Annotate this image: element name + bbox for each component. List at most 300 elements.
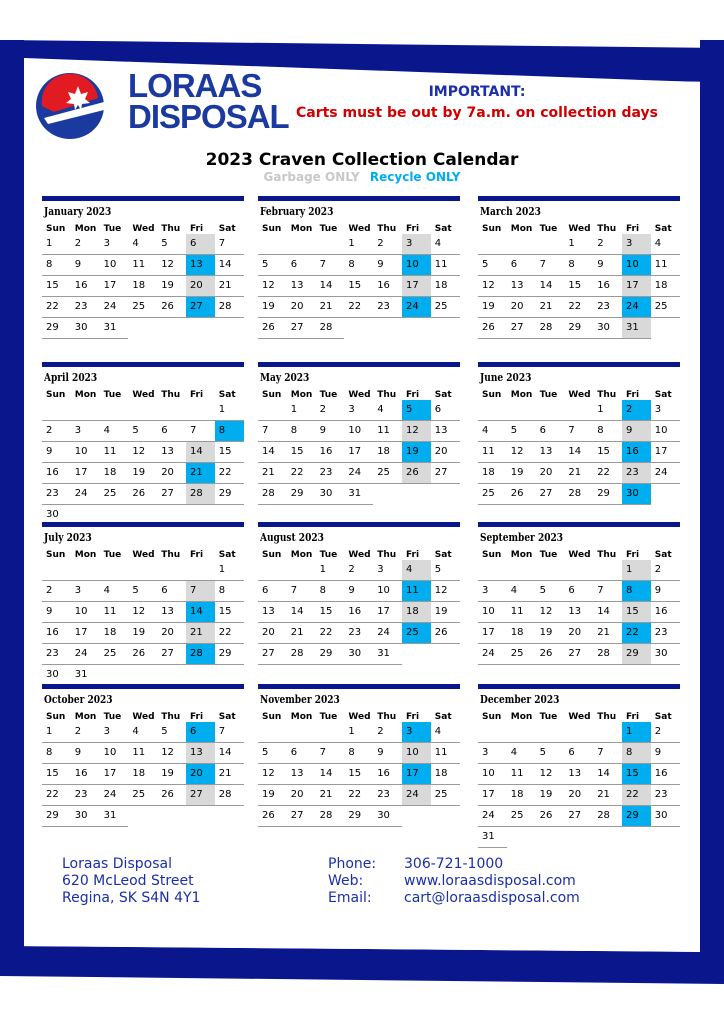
- day-cell: 15: [348, 280, 362, 291]
- week-row: [42, 581, 244, 602]
- day-cell: 9: [654, 747, 662, 758]
- day-cell: 18: [103, 467, 117, 478]
- week-row: [258, 623, 460, 644]
- weekday-label: Fri: [625, 390, 640, 400]
- day-cell: 30: [654, 648, 668, 659]
- weekday-label: Wed: [568, 224, 591, 234]
- week-row: [478, 276, 680, 297]
- weekday-label: Sun: [46, 224, 66, 234]
- day-cell: 5: [161, 238, 168, 249]
- day-cell: 14: [597, 606, 610, 617]
- day-cell: 12: [539, 768, 553, 779]
- day-cell: 16: [377, 768, 390, 779]
- weekday-label: Thu: [377, 712, 397, 722]
- weekday-header: [478, 224, 680, 234]
- address-line: 620 McLeod Street: [62, 873, 194, 889]
- day-cell: 25: [103, 488, 117, 499]
- day-cell: 23: [377, 789, 390, 800]
- day-cell: 20: [290, 301, 304, 312]
- weekday-header: [42, 550, 244, 560]
- day-cell: 10: [622, 255, 651, 275]
- day-cell: 17: [622, 276, 651, 296]
- day-cell: 5: [510, 425, 518, 436]
- weekday-header: [42, 390, 244, 400]
- week-row: [42, 442, 244, 463]
- phone-number[interactable]: 306-721-1000: [404, 856, 504, 872]
- day-cell: 14: [319, 768, 333, 779]
- week-row: [478, 234, 680, 255]
- day-cell: 25: [132, 301, 146, 312]
- weekday-label: Wed: [132, 550, 155, 560]
- weekday-label: Mon: [74, 224, 97, 234]
- weekday-label: Mon: [74, 550, 97, 560]
- day-cell: 15: [218, 446, 232, 457]
- day-cell: 21: [597, 789, 610, 800]
- day-cell: 5: [132, 585, 139, 596]
- day-cell: 23: [654, 627, 668, 638]
- day-cell: 19: [510, 467, 524, 478]
- week-row: [258, 581, 460, 602]
- week-row: [42, 484, 244, 505]
- day-cell: 15: [46, 768, 59, 779]
- day-cell: 24: [377, 627, 390, 638]
- day-cell: 22: [348, 301, 362, 312]
- day-cell: 9: [46, 446, 53, 457]
- week-row: [258, 255, 460, 276]
- weekday-header: [258, 550, 460, 560]
- weekday-label: Tue: [319, 712, 338, 722]
- day-cell: 3: [74, 585, 82, 596]
- day-cell: 7: [539, 259, 546, 270]
- day-cell: 16: [597, 280, 610, 291]
- month-calendar: [42, 362, 244, 526]
- week-row: [258, 602, 460, 623]
- weekday-label: Thu: [597, 712, 617, 722]
- month-bar: [42, 522, 244, 527]
- day-cell: 16: [348, 606, 362, 617]
- empty-cell: [258, 722, 287, 742]
- day-cell: 14: [262, 446, 275, 457]
- week-row: [478, 581, 680, 602]
- day-cell: 28: [539, 322, 553, 333]
- day-cell: 23: [74, 301, 88, 312]
- day-cell: 14: [597, 768, 610, 779]
- day-cell: 14: [186, 602, 215, 622]
- day-cell: 27: [186, 297, 215, 317]
- day-cell: 3: [402, 722, 431, 742]
- day-cell: 31: [103, 322, 117, 333]
- weekday-label: Tue: [539, 224, 558, 234]
- day-cell: 6: [510, 259, 518, 270]
- day-cell: 25: [510, 810, 524, 821]
- day-cell: 24: [103, 789, 117, 800]
- week-row: [258, 400, 460, 421]
- day-cell: 5: [161, 726, 168, 737]
- weekday-header: [258, 224, 460, 234]
- weekday-label: Thu: [377, 550, 397, 560]
- day-cell: 18: [132, 768, 146, 779]
- day-cell: 14: [186, 442, 215, 462]
- day-cell: 27: [161, 488, 174, 499]
- day-cell: 23: [348, 627, 362, 638]
- week-row: [42, 644, 244, 665]
- weekday-label: Fri: [189, 224, 204, 234]
- empty-cell: [478, 560, 507, 580]
- weekday-header: [42, 712, 244, 722]
- weekday-label: Sat: [654, 550, 672, 560]
- day-cell: 18: [103, 627, 117, 638]
- day-cell: 18: [654, 280, 668, 291]
- day-cell: 7: [218, 238, 226, 249]
- day-cell: 4: [482, 425, 489, 436]
- weekday-label: Sun: [46, 390, 66, 400]
- day-cell: 4: [654, 238, 662, 249]
- day-cell: 16: [46, 467, 59, 478]
- day-cell: 10: [482, 768, 495, 779]
- month-calendar: [258, 196, 460, 339]
- day-cell: 1: [348, 238, 355, 249]
- day-cell: 15: [46, 280, 59, 291]
- week-row: [258, 318, 344, 339]
- day-cell: 23: [46, 648, 59, 659]
- day-cell: 27: [539, 488, 553, 499]
- weekday-label: Tue: [319, 390, 338, 400]
- day-cell: 1: [218, 564, 226, 575]
- weekday-label: Thu: [597, 224, 617, 234]
- day-cell: 3: [482, 747, 489, 758]
- weekday-label: Sun: [262, 224, 282, 234]
- day-cell: 26: [402, 463, 431, 483]
- day-cell: 26: [161, 789, 174, 800]
- weekday-header: [42, 224, 244, 234]
- weekday-label: Sun: [482, 224, 502, 234]
- contact-block: [328, 856, 580, 907]
- weekday-label: Wed: [132, 224, 155, 234]
- day-cell: 8: [568, 259, 575, 270]
- week-row: [42, 421, 244, 442]
- day-cell: 15: [622, 764, 651, 784]
- day-cell: 11: [510, 768, 524, 779]
- week-row: [258, 722, 460, 743]
- empty-cell: [287, 234, 316, 254]
- weekday-label: Sun: [482, 390, 502, 400]
- day-cell: 16: [319, 446, 333, 457]
- day-cell: 23: [377, 301, 390, 312]
- day-cell: 31: [74, 669, 88, 680]
- empty-cell: [316, 722, 345, 742]
- weekday-label: Fri: [189, 550, 204, 560]
- day-cell: 11: [103, 606, 117, 617]
- day-cell: 14: [568, 446, 582, 457]
- day-cell: 13: [290, 768, 304, 779]
- weekday-label: Wed: [568, 550, 591, 560]
- day-cell: 2: [74, 238, 82, 249]
- weekday-label: Sat: [434, 390, 452, 400]
- month-name: November 2023: [260, 693, 340, 706]
- month-bar: [258, 684, 460, 689]
- day-cell: 8: [218, 585, 226, 596]
- empty-cell: [128, 400, 157, 420]
- day-cell: 28: [262, 488, 275, 499]
- email-link[interactable]: cart@loraasdisposal.com: [404, 890, 580, 906]
- day-cell: 29: [622, 806, 651, 826]
- address-block: [62, 856, 200, 907]
- day-cell: 1: [348, 726, 355, 737]
- empty-cell: [71, 400, 100, 420]
- weekday-label: Mon: [74, 390, 97, 400]
- week-row: [478, 463, 680, 484]
- week-row: [478, 644, 680, 665]
- day-cell: 13: [539, 446, 553, 457]
- day-cell: 10: [377, 585, 390, 596]
- empty-cell: [128, 560, 157, 580]
- day-cell: 17: [103, 280, 117, 291]
- weekday-label: Wed: [568, 712, 591, 722]
- week-row: [42, 602, 244, 623]
- day-cell: 10: [402, 743, 431, 763]
- day-cell: 1: [597, 404, 604, 415]
- month-bar: [478, 362, 680, 367]
- day-cell: 26: [510, 488, 524, 499]
- day-cell: 11: [510, 606, 524, 617]
- day-cell: 11: [132, 747, 146, 758]
- month-calendar: [42, 522, 244, 686]
- week-row: [478, 442, 680, 463]
- weekday-label: Tue: [539, 550, 558, 560]
- weekday-label: Sat: [434, 550, 452, 560]
- weekday-label: Sat: [434, 224, 452, 234]
- week-row: [478, 255, 680, 276]
- empty-cell: [536, 560, 565, 580]
- day-cell: 4: [377, 404, 384, 415]
- week-row: [42, 785, 244, 806]
- day-cell: 29: [46, 810, 59, 821]
- day-cell: 10: [74, 446, 88, 457]
- month-name: January 2023: [44, 205, 112, 218]
- day-cell: 26: [132, 488, 146, 499]
- day-cell: 28: [319, 322, 333, 333]
- day-cell: 21: [568, 467, 582, 478]
- day-cell: 23: [654, 789, 668, 800]
- day-cell: 5: [132, 425, 139, 436]
- day-cell: 6: [161, 425, 168, 436]
- day-cell: 31: [348, 488, 362, 499]
- empty-cell: [478, 722, 507, 742]
- day-cell: 9: [377, 259, 384, 270]
- day-cell: 29: [622, 644, 651, 664]
- month-calendar: [258, 522, 460, 665]
- weekday-label: Sun: [46, 712, 66, 722]
- day-cell: 5: [434, 564, 442, 575]
- day-cell: 24: [103, 301, 117, 312]
- day-cell: 27: [186, 785, 215, 805]
- empty-cell: [536, 722, 565, 742]
- week-row: [42, 623, 244, 644]
- week-row: [42, 722, 244, 743]
- day-cell: 22: [46, 301, 59, 312]
- day-cell: 9: [597, 259, 604, 270]
- day-cell: 24: [74, 488, 88, 499]
- day-cell: 1: [46, 726, 53, 737]
- day-cell: 10: [74, 606, 88, 617]
- day-cell: 4: [132, 726, 139, 737]
- day-cell: 3: [103, 726, 110, 737]
- month-name: July 2023: [44, 531, 92, 544]
- day-cell: 18: [132, 280, 146, 291]
- day-cell: 19: [434, 606, 448, 617]
- weekday-label: Fri: [189, 390, 204, 400]
- month-calendar: [478, 522, 680, 665]
- day-cell: 17: [482, 789, 495, 800]
- empty-cell: [42, 400, 71, 420]
- website-link[interactable]: www.loraasdisposal.com: [404, 873, 576, 889]
- day-cell: 7: [262, 425, 269, 436]
- day-cell: 21: [539, 301, 553, 312]
- week-row: [42, 276, 244, 297]
- weekday-label: Sat: [218, 224, 236, 234]
- day-cell: 25: [402, 623, 431, 643]
- day-cell: 8: [319, 585, 326, 596]
- day-cell: 16: [74, 768, 88, 779]
- day-cell: 28: [319, 810, 333, 821]
- weekday-label: Mon: [510, 224, 533, 234]
- day-cell: 10: [103, 747, 117, 758]
- weekday-label: Thu: [597, 390, 617, 400]
- day-cell: 5: [262, 259, 269, 270]
- day-cell: 26: [434, 627, 448, 638]
- day-cell: 24: [482, 648, 495, 659]
- weekday-label: Sat: [654, 390, 672, 400]
- weekday-label: Sat: [218, 712, 236, 722]
- day-cell: 23: [319, 467, 333, 478]
- empty-cell: [507, 234, 536, 254]
- day-cell: 19: [262, 789, 275, 800]
- day-cell: 3: [103, 238, 110, 249]
- day-cell: 30: [319, 488, 333, 499]
- weekday-header: [258, 390, 460, 400]
- weekday-label: Mon: [290, 390, 313, 400]
- day-cell: 12: [434, 585, 448, 596]
- day-cell: 25: [434, 789, 448, 800]
- day-cell: 5: [539, 585, 546, 596]
- day-cell: 6: [161, 585, 168, 596]
- day-cell: 8: [46, 747, 53, 758]
- empty-cell: [536, 234, 565, 254]
- week-row: [478, 623, 680, 644]
- day-cell: 8: [622, 581, 651, 601]
- day-cell: 12: [132, 446, 146, 457]
- day-cell: 6: [568, 585, 575, 596]
- month-calendar: [258, 362, 460, 505]
- weekday-label: Wed: [348, 390, 371, 400]
- week-row: [42, 255, 244, 276]
- day-cell: 25: [103, 648, 117, 659]
- day-cell: 18: [510, 627, 524, 638]
- day-cell: 19: [539, 627, 553, 638]
- day-cell: 20: [539, 467, 553, 478]
- weekday-label: Sat: [434, 712, 452, 722]
- day-cell: 8: [215, 421, 244, 441]
- day-cell: 12: [482, 280, 495, 291]
- day-cell: 25: [434, 301, 448, 312]
- day-cell: 28: [186, 644, 215, 664]
- day-cell: 24: [74, 648, 88, 659]
- week-row: [258, 234, 460, 255]
- empty-cell: [71, 560, 100, 580]
- empty-cell: [507, 722, 536, 742]
- day-cell: 24: [348, 467, 362, 478]
- day-cell: 2: [377, 238, 384, 249]
- day-cell: 23: [597, 301, 610, 312]
- weekday-label: Wed: [568, 390, 591, 400]
- weekday-label: Mon: [510, 712, 533, 722]
- day-cell: 28: [218, 789, 232, 800]
- day-cell: 28: [186, 484, 215, 504]
- day-cell: 26: [132, 648, 146, 659]
- day-cell: 1: [46, 238, 53, 249]
- day-cell: 12: [510, 446, 524, 457]
- day-cell: 4: [434, 726, 442, 737]
- week-row: [258, 764, 460, 785]
- day-cell: 24: [482, 810, 495, 821]
- day-cell: 8: [290, 425, 298, 436]
- weekday-label: Fri: [405, 390, 420, 400]
- weekday-label: Fri: [405, 550, 420, 560]
- day-cell: 23: [622, 463, 651, 483]
- day-cell: 2: [654, 564, 662, 575]
- day-cell: 8: [622, 743, 651, 763]
- day-cell: 5: [262, 747, 269, 758]
- month-bar: [478, 522, 680, 527]
- weekday-label: Tue: [103, 224, 122, 234]
- weekday-label: Mon: [74, 712, 97, 722]
- day-cell: 14: [218, 747, 232, 758]
- weekday-label: Thu: [597, 550, 617, 560]
- day-cell: 26: [262, 810, 275, 821]
- day-cell: 14: [539, 280, 553, 291]
- week-row: [478, 764, 680, 785]
- day-cell: 13: [186, 743, 215, 763]
- day-cell: 13: [262, 606, 275, 617]
- weekday-label: Thu: [161, 550, 181, 560]
- day-cell: 8: [597, 425, 604, 436]
- weekday-label: Mon: [510, 550, 533, 560]
- day-cell: 28: [597, 648, 610, 659]
- day-cell: 7: [597, 585, 604, 596]
- empty-cell: [186, 560, 215, 580]
- day-cell: 21: [319, 301, 333, 312]
- day-cell: 1: [622, 722, 651, 742]
- day-cell: 10: [482, 606, 495, 617]
- day-cell: 9: [74, 747, 82, 758]
- day-cell: 13: [186, 255, 215, 275]
- day-cell: 26: [539, 648, 553, 659]
- month-bar: [42, 684, 244, 689]
- week-row: [478, 785, 680, 806]
- day-cell: 29: [218, 648, 232, 659]
- day-cell: 11: [402, 581, 431, 601]
- day-cell: 25: [510, 648, 524, 659]
- day-cell: 20: [161, 467, 174, 478]
- empty-cell: [258, 400, 287, 420]
- day-cell: 4: [103, 425, 110, 436]
- notice-body: Carts must be out by 7a.m. on collection days: [295, 105, 659, 121]
- empty-cell: [564, 400, 593, 420]
- empty-cell: [287, 722, 316, 742]
- day-cell: 17: [377, 606, 390, 617]
- email-label: Email:: [328, 890, 372, 906]
- day-cell: 19: [482, 301, 495, 312]
